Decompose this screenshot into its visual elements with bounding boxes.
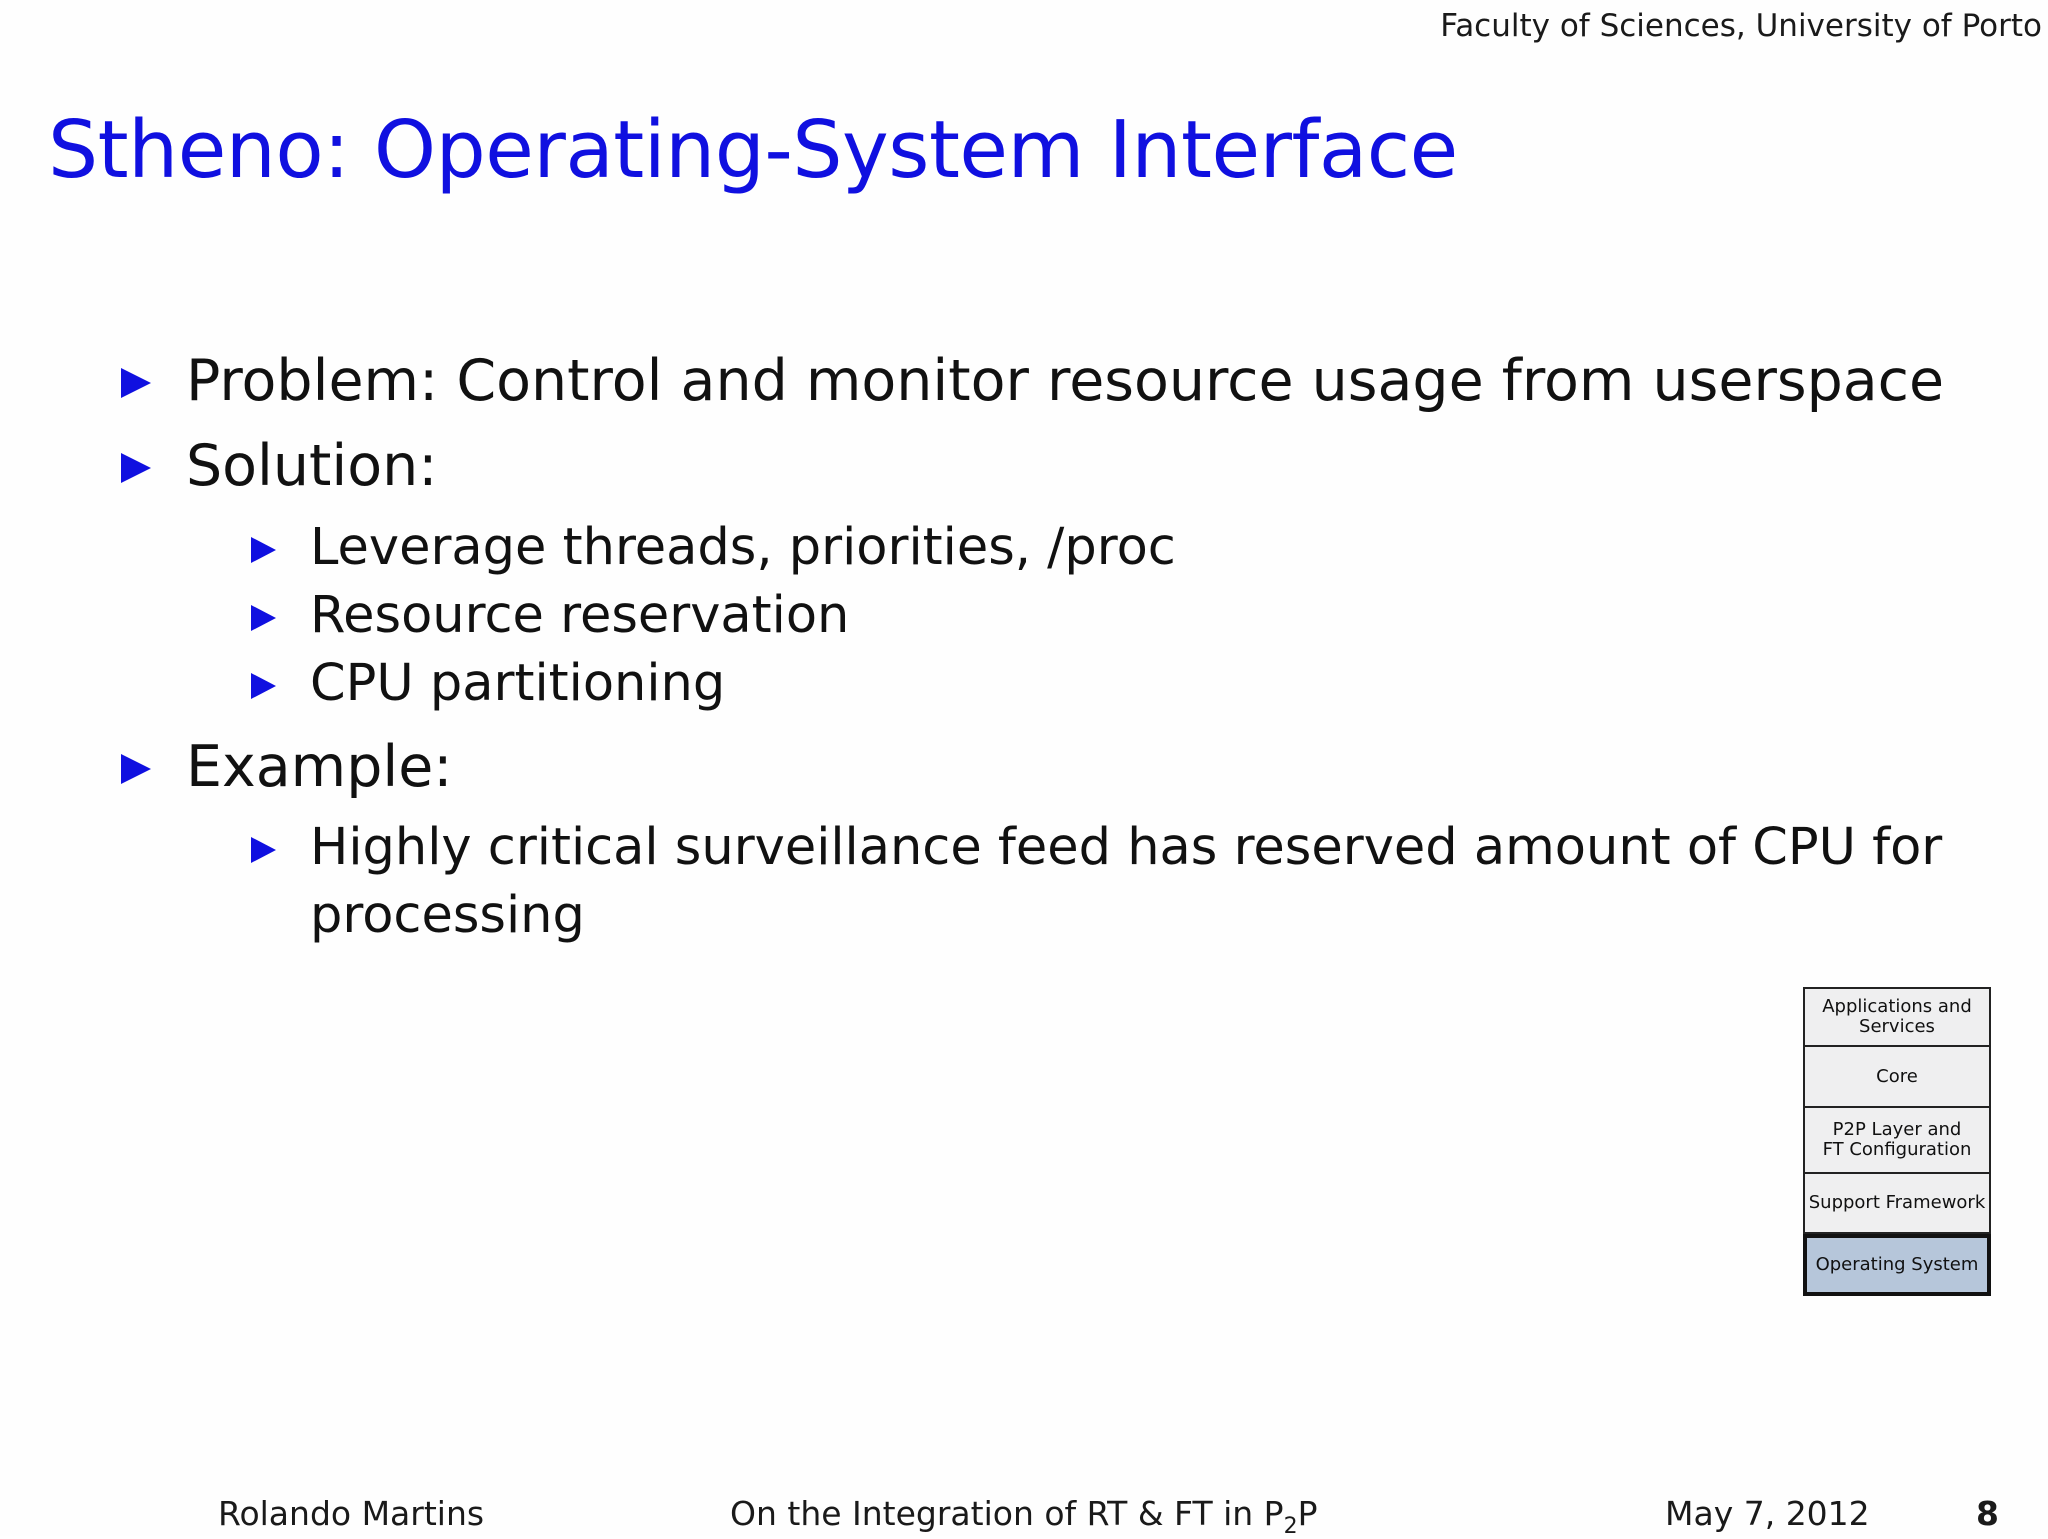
layer-p2p-ft-configuration: P2P Layer and FT Configuration bbox=[1803, 1108, 1991, 1174]
bullet-arrow-icon bbox=[251, 537, 276, 563]
layer-support-framework: Support Framework bbox=[1803, 1174, 1991, 1234]
footer-page-number: 8 bbox=[1976, 1494, 1999, 1533]
sub-bullet-cpu-partitioning: CPU partitioning bbox=[310, 654, 726, 713]
institution-header: Faculty of Sciences, University of Porto bbox=[1440, 8, 2042, 44]
architecture-stack-diagram bbox=[1803, 987, 1991, 1296]
footer-date: May 7, 2012 bbox=[1665, 1494, 1870, 1533]
bullet-example: Example: bbox=[186, 734, 453, 800]
bullet-arrow-icon bbox=[121, 453, 151, 483]
layer-operating-system: Operating System bbox=[1803, 1234, 1991, 1296]
layer-core: Core bbox=[1803, 1047, 1991, 1108]
sub-bullet-example-line2: processing bbox=[310, 886, 585, 945]
slide-title: Stheno: Operating-System Interface bbox=[48, 104, 1458, 196]
bullet-arrow-icon bbox=[251, 673, 276, 699]
bullet-problem: Problem: Control and monitor resource usage from userspace bbox=[186, 348, 1945, 414]
sub-bullet-reservation: Resource reservation bbox=[310, 586, 850, 645]
sub-bullet-threads: Leverage threads, priorities, /proc bbox=[310, 518, 1176, 577]
sub-bullet-example-line1: Highly critical surveillance feed has reserved amount of CPU for bbox=[310, 818, 1943, 877]
footer-talk-title: On the Integration of RT & FT in $P_2P$ bbox=[730, 1494, 1318, 1539]
footer-author: Rolando Martins bbox=[218, 1494, 485, 1533]
bullet-arrow-icon bbox=[121, 368, 151, 398]
layer-applications-services: Applications and Services bbox=[1803, 987, 1991, 1047]
bullet-arrow-icon bbox=[251, 837, 276, 863]
bullet-solution: Solution: bbox=[186, 433, 438, 499]
bullet-arrow-icon bbox=[251, 605, 276, 631]
bullet-arrow-icon bbox=[121, 754, 151, 784]
